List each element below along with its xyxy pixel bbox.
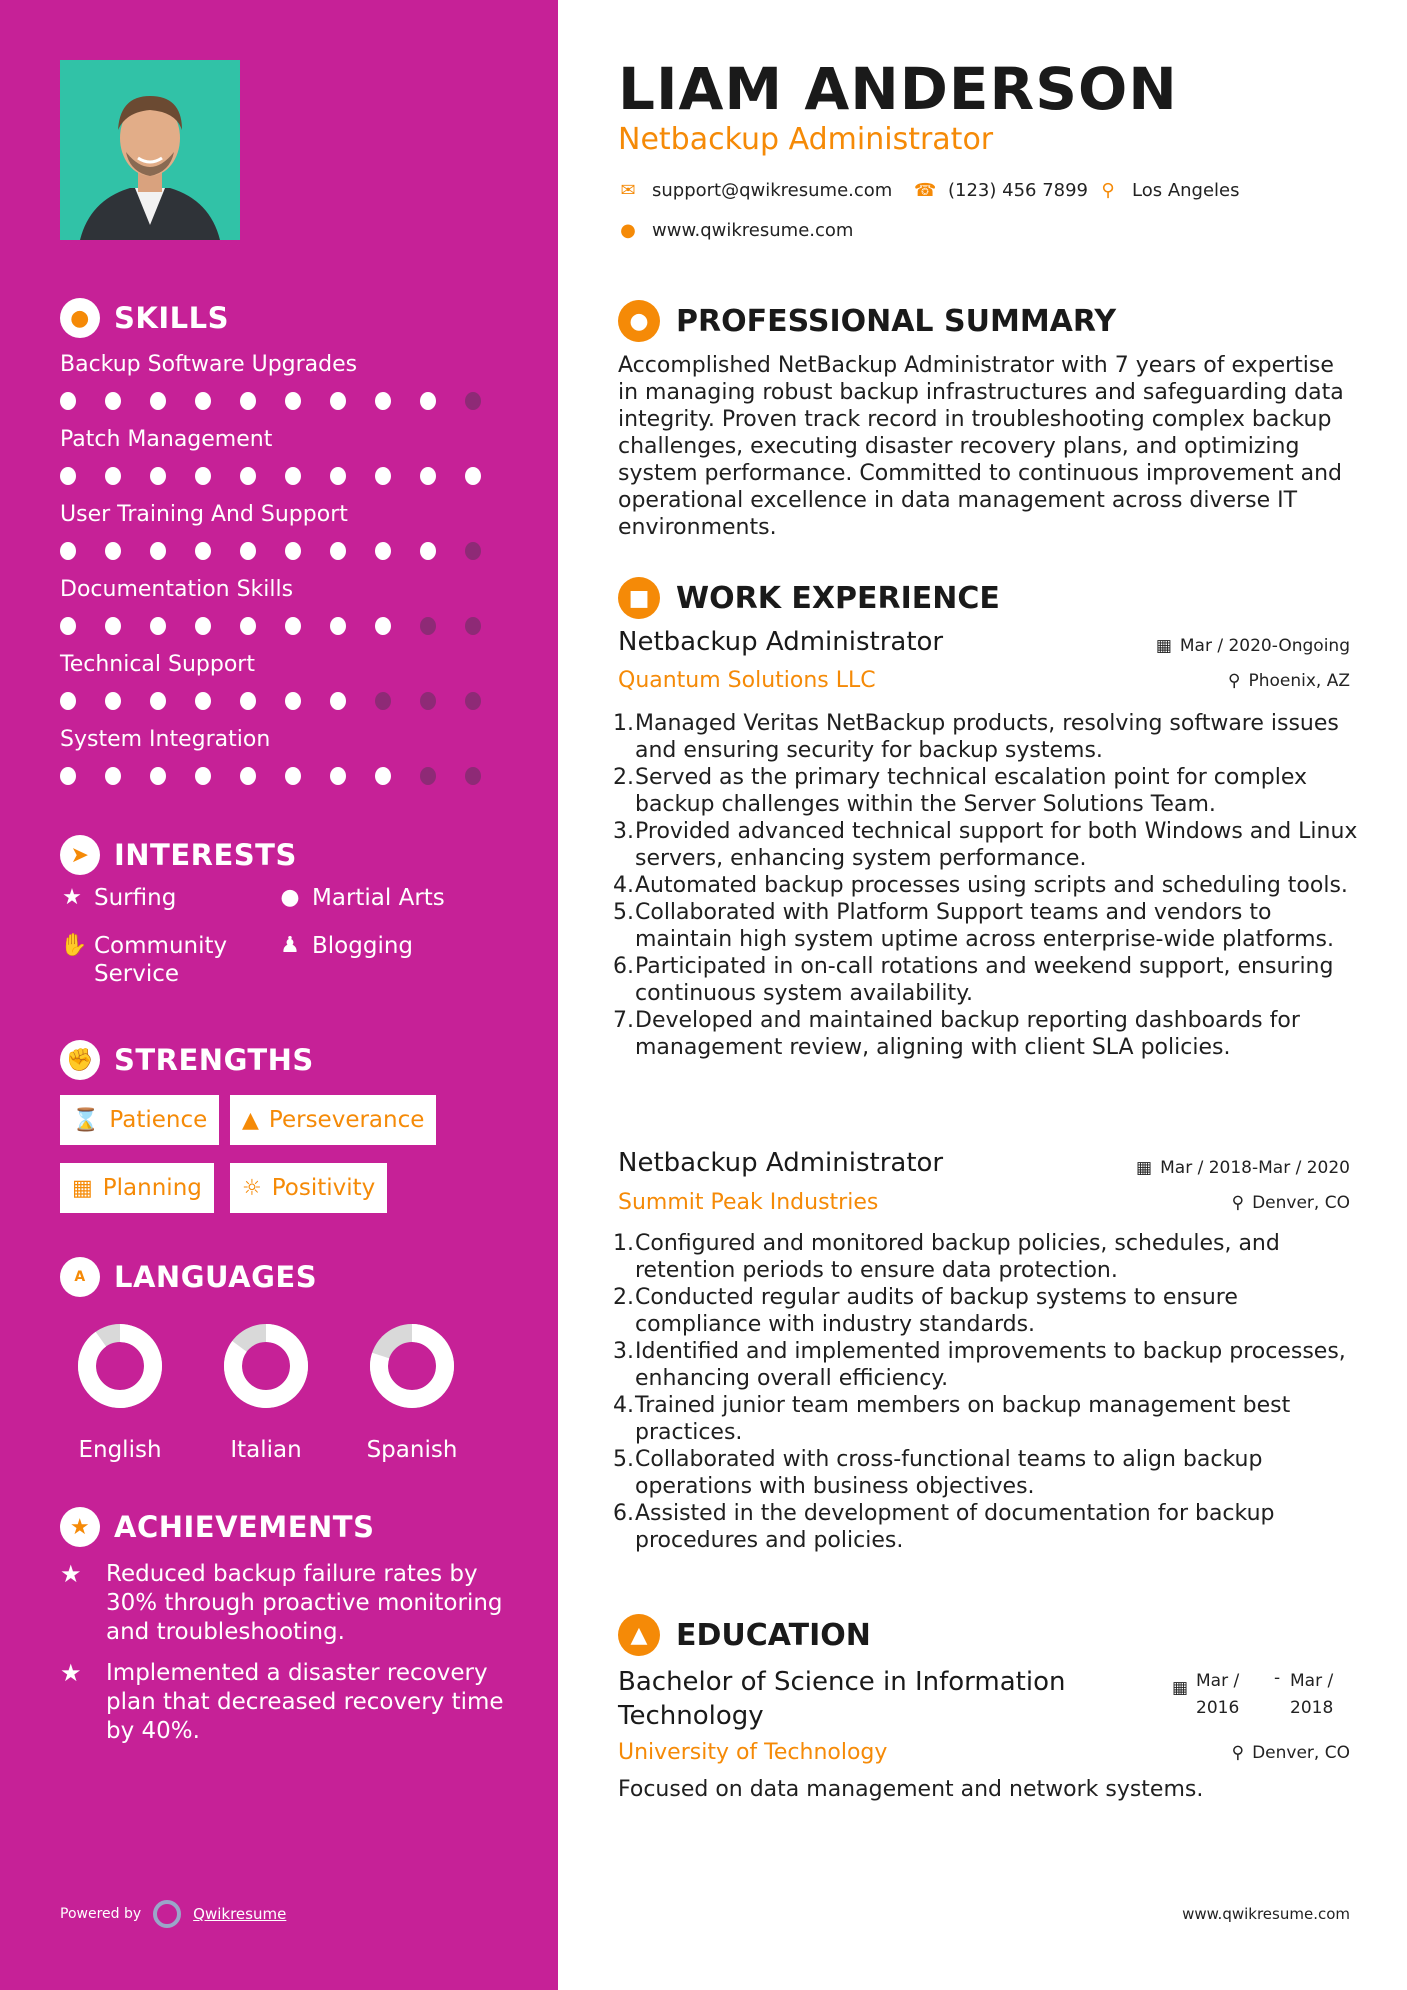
- duty-text: Collaborated with cross-functional teams to align backup operations with business objectives.: [635, 1447, 1263, 1499]
- rating-dot: [420, 392, 436, 410]
- rating-dot: [465, 392, 481, 410]
- pin-icon: ⚲: [1231, 1193, 1245, 1213]
- rating-dot: [465, 467, 481, 485]
- duty-number: 6.: [613, 954, 634, 979]
- duty-number: 4.: [613, 873, 634, 898]
- skill-item: [60, 650, 510, 710]
- rating-dot: [375, 767, 391, 785]
- rating-dot: [195, 692, 211, 710]
- rating-dot: [330, 467, 346, 485]
- rating-dot: [60, 617, 76, 635]
- qwikresume-logo-icon: [153, 1900, 181, 1928]
- rating-dot: [285, 542, 301, 560]
- skill-name: Backup Software Upgrades: [60, 352, 358, 377]
- rating-dot: [465, 542, 481, 560]
- rating-dot: [105, 392, 121, 410]
- duty-text: Provided advanced technical support for both Windows and Linux servers, enhancing system performance.: [635, 819, 1358, 871]
- road-icon: ▲: [242, 1107, 259, 1133]
- rating-dot: [60, 692, 76, 710]
- duty-item: [613, 818, 1358, 872]
- language-name: English: [78, 1437, 162, 1463]
- rating-dot: [240, 542, 256, 560]
- interests-heading: ➤ INTERESTS: [60, 835, 297, 875]
- skill-name: Technical Support: [60, 652, 255, 677]
- pin-icon: ⚲: [1231, 1743, 1245, 1763]
- strengths-heading: ✊ STRENGTHS: [60, 1040, 314, 1080]
- duty-number: 3.: [613, 1339, 634, 1364]
- language-item: [60, 1323, 180, 1463]
- duty-number: 6.: [613, 1501, 634, 1526]
- rating-dot: [420, 617, 436, 635]
- language-donut: [223, 1323, 309, 1409]
- rating-dot: [105, 617, 121, 635]
- duty-number: 2.: [613, 765, 634, 790]
- candidate-name: LIAM ANDERSON: [618, 55, 1178, 123]
- strength-tag: ☼ Positivity: [230, 1163, 387, 1213]
- lightbulb-icon: ●: [60, 298, 100, 338]
- skill-item: [60, 500, 510, 560]
- language-donut: [77, 1323, 163, 1409]
- language-donut: [369, 1323, 455, 1409]
- rating-dot: [285, 617, 301, 635]
- map-pin-icon: ⚲: [1101, 180, 1115, 201]
- rating-dot: [420, 467, 436, 485]
- job-dates: ▦ Mar / 2020-Ongoing: [1155, 636, 1350, 656]
- duty-item: [613, 872, 1358, 899]
- achievements-heading: ★ ACHIEVEMENTS: [60, 1507, 374, 1547]
- duty-text: Managed Veritas NetBackup products, resolving software issues and ensuring security for backup systems.: [635, 711, 1339, 763]
- rating-dot: [285, 767, 301, 785]
- duty-text: Automated backup processes using scripts and scheduling tools.: [635, 873, 1348, 898]
- duty-item: [613, 1392, 1358, 1446]
- rating-dot: [420, 692, 436, 710]
- skill-rating: [60, 617, 510, 635]
- duty-item: [613, 1338, 1358, 1392]
- calendar-icon: ▦: [1136, 1158, 1153, 1178]
- brand-link[interactable]: Qwikresume: [193, 1905, 287, 1923]
- hand-icon: ✋: [60, 933, 88, 958]
- phone-icon: ☎: [914, 180, 937, 201]
- calendar-icon: ▦: [1155, 636, 1172, 656]
- rating-dot: [105, 467, 121, 485]
- skill-item: [60, 350, 510, 410]
- duty-text: Configured and monitored backup policies, schedules, and retention periods to ensure data protection.: [635, 1231, 1280, 1283]
- language-level-arc: [87, 1333, 153, 1399]
- rating-dot: [195, 392, 211, 410]
- duty-number: 3.: [613, 819, 634, 844]
- skill-item: [60, 425, 510, 485]
- rating-dot: [420, 542, 436, 560]
- contact-email: ✉ support@qwikresume.com: [618, 180, 892, 201]
- skill-item: [60, 725, 510, 785]
- globe-icon: ●: [280, 885, 300, 910]
- skill-rating: [60, 542, 510, 560]
- summary-text: Accomplished NetBackup Administrator with 7 years of expertise in managing robust backup infrastructures and safeguarding data integrity. Proven track record in troubleshooting complex backup challenges, executing disaster recovery plans, and optimizing system performance. Committed to continuous improvement and operational excellence in data management across diverse IT environments.: [618, 353, 1344, 540]
- rating-dot: [60, 767, 76, 785]
- skill-rating: [60, 392, 510, 410]
- rating-dot: [195, 542, 211, 560]
- rating-dot: [195, 617, 211, 635]
- rating-dot: [60, 392, 76, 410]
- hourglass-icon: ⌛: [72, 1107, 100, 1133]
- rating-dot: [375, 542, 391, 560]
- duty-item: [613, 953, 1358, 1007]
- rating-dot: [150, 542, 166, 560]
- skill-name: Patch Management: [60, 427, 273, 452]
- interest-item: ♟ Blogging: [278, 932, 413, 960]
- rating-dot: [285, 467, 301, 485]
- job-dates: ▦ Mar / 2018-Mar / 2020: [1136, 1158, 1350, 1178]
- duty-text: Participated in on-call rotations and weekend support, ensuring continuous system availability.: [635, 954, 1334, 1006]
- rating-dot: [150, 767, 166, 785]
- contact-location: ⚲ Los Angeles: [1098, 180, 1240, 201]
- education-location: ⚲ Denver, CO: [1231, 1743, 1350, 1763]
- duty-item: [613, 1284, 1358, 1338]
- pin-icon: ⚲: [1228, 671, 1241, 691]
- rating-dot: [420, 767, 436, 785]
- duty-item: [613, 1500, 1358, 1554]
- duty-item: [613, 899, 1358, 953]
- rating-dot: [375, 617, 391, 635]
- languages-heading: A LANGUAGES: [60, 1257, 317, 1297]
- duty-item: [613, 1446, 1358, 1500]
- language-item: [352, 1323, 472, 1463]
- user-icon: ●: [618, 300, 660, 342]
- duty-text: Collaborated with Platform Support teams and vendors to maintain high system uptime across enterprise-wide platforms.: [635, 900, 1335, 952]
- duty-number: 4.: [613, 1393, 634, 1418]
- skill-name: User Training And Support: [60, 502, 348, 527]
- rating-dot: [105, 767, 121, 785]
- profile-photo: [60, 60, 240, 240]
- duty-text: Assisted in the development of documentation for backup procedures and policies.: [635, 1501, 1275, 1553]
- rating-dot: [330, 767, 346, 785]
- rating-dot: [105, 692, 121, 710]
- interest-item: ✋ Community Service: [60, 933, 228, 987]
- star-icon: ★: [62, 885, 82, 910]
- achievement-item: ★ Implemented a disaster recovery plan that decreased recovery time by 40%.: [60, 1659, 504, 1744]
- interest-item: ● Martial Arts: [278, 884, 445, 912]
- duty-item: [613, 764, 1358, 818]
- degree-title: Bachelor of Science in Information Technology: [618, 1667, 1066, 1731]
- skill-rating: [60, 467, 510, 485]
- rating-dot: [465, 692, 481, 710]
- skill-rating: [60, 767, 510, 785]
- experience-heading: ■ WORK EXPERIENCE: [618, 577, 1000, 619]
- duty-number: 7.: [613, 1008, 634, 1033]
- skill-item: [60, 575, 510, 635]
- rating-dot: [60, 467, 76, 485]
- footer-url[interactable]: www.qwikresume.com: [1182, 1905, 1350, 1923]
- rating-dot: [285, 392, 301, 410]
- graduation-cap-icon: ▲: [618, 1614, 660, 1656]
- rating-dot: [330, 542, 346, 560]
- rating-dot: [330, 617, 346, 635]
- skill-name: System Integration: [60, 727, 271, 752]
- job-duties: [613, 710, 1358, 1061]
- rating-dot: [330, 692, 346, 710]
- job-title: Netbackup Administrator: [618, 1148, 944, 1178]
- sun-icon: ☼: [242, 1175, 262, 1201]
- briefcase-icon: ■: [618, 577, 660, 619]
- skills-heading: ● SKILLS: [60, 298, 229, 338]
- duty-text: Conducted regular audits of backup systems to ensure compliance with industry standards.: [635, 1285, 1238, 1337]
- rating-dot: [240, 692, 256, 710]
- duty-text: Trained junior team members on backup management best practices.: [635, 1393, 1291, 1445]
- language-name: Spanish: [366, 1437, 458, 1463]
- rating-dot: [465, 617, 481, 635]
- rating-dot: [330, 392, 346, 410]
- skill-name: Documentation Skills: [60, 577, 294, 602]
- star-badge-icon: ★: [60, 1507, 100, 1547]
- interest-item: ★ Surfing: [60, 884, 176, 912]
- duty-text: Developed and maintained backup reporting dashboards for management review, aligning with client SLA policies.: [635, 1008, 1300, 1060]
- duty-number: 1.: [613, 711, 634, 736]
- job-location: ⚲ Denver, CO: [1231, 1193, 1350, 1213]
- rating-dot: [60, 542, 76, 560]
- rating-dot: [150, 392, 166, 410]
- envelope-icon: ✉: [620, 180, 636, 201]
- job-duties: [613, 1230, 1358, 1554]
- job-company: Summit Peak Industries: [618, 1190, 879, 1215]
- shooting-star-icon: ★: [60, 1659, 82, 1687]
- paper-plane-icon: ➤: [60, 835, 100, 875]
- duty-number: 1.: [613, 1231, 634, 1256]
- rating-dot: [375, 692, 391, 710]
- powered-by: Powered by Qwikresume: [60, 1900, 286, 1928]
- rating-dot: [150, 617, 166, 635]
- calendar-icon: ▦: [1171, 1678, 1188, 1698]
- duty-text: Identified and implemented improvements to backup processes, enhancing overall efficiency.: [635, 1339, 1346, 1391]
- duty-item: [613, 1230, 1358, 1284]
- summary-heading: ● PROFESSIONAL SUMMARY: [618, 300, 1116, 342]
- skill-rating: [60, 692, 510, 710]
- duty-item: [613, 1007, 1358, 1061]
- language-name: Italian: [230, 1437, 302, 1463]
- education-description: Focused on data management and network systems.: [618, 1777, 1204, 1802]
- job-location: ⚲ Phoenix, AZ: [1228, 671, 1350, 691]
- duty-text: Served as the primary technical escalation point for complex backup challenges within the Server Solutions Team.: [635, 765, 1307, 817]
- globe-icon: ●: [620, 220, 636, 241]
- achievement-item: ★ Reduced backup failure rates by 30% through proactive monitoring and troubleshooting.: [60, 1560, 503, 1645]
- rating-dot: [150, 692, 166, 710]
- contact-website: ● www.qwikresume.com: [618, 220, 853, 241]
- rating-dot: [195, 767, 211, 785]
- rating-dot: [375, 392, 391, 410]
- rating-dot: [240, 617, 256, 635]
- duty-number: 5.: [613, 900, 634, 925]
- job-title: Netbackup Administrator: [618, 627, 944, 657]
- sidebar: [0, 0, 558, 1990]
- language-card-icon: A: [60, 1257, 100, 1297]
- rating-dot: [195, 467, 211, 485]
- rating-dot: [285, 692, 301, 710]
- calendar-icon: ▦: [72, 1175, 93, 1201]
- contact-phone: ☎ (123) 456 7899: [914, 180, 1089, 201]
- rating-dot: [150, 467, 166, 485]
- candidate-role: Netbackup Administrator: [618, 122, 994, 157]
- rating-dot: [375, 467, 391, 485]
- strength-tag: ▲ Perseverance: [230, 1095, 436, 1145]
- strength-tag: ▦ Planning: [60, 1163, 214, 1213]
- education-heading: ▲ EDUCATION: [618, 1614, 871, 1656]
- rating-dot: [240, 467, 256, 485]
- education-dates: ▦ Mar / 2016 - Mar / 2018: [1171, 1668, 1334, 1718]
- rating-dot: [105, 542, 121, 560]
- job-company: Quantum Solutions LLC: [618, 668, 876, 693]
- shooting-star-icon: ★: [60, 1560, 82, 1588]
- main-content: [558, 0, 1407, 1990]
- rating-dot: [240, 392, 256, 410]
- duty-number: 2.: [613, 1285, 634, 1310]
- users-icon: ♟: [280, 933, 300, 958]
- language-item: [206, 1323, 326, 1463]
- duty-item: [613, 710, 1358, 764]
- fist-icon: ✊: [60, 1040, 100, 1080]
- school-name: University of Technology: [618, 1740, 888, 1765]
- rating-dot: [240, 767, 256, 785]
- rating-dot: [465, 767, 481, 785]
- duty-number: 5.: [613, 1447, 634, 1472]
- strength-tag: ⌛ Patience: [60, 1095, 219, 1145]
